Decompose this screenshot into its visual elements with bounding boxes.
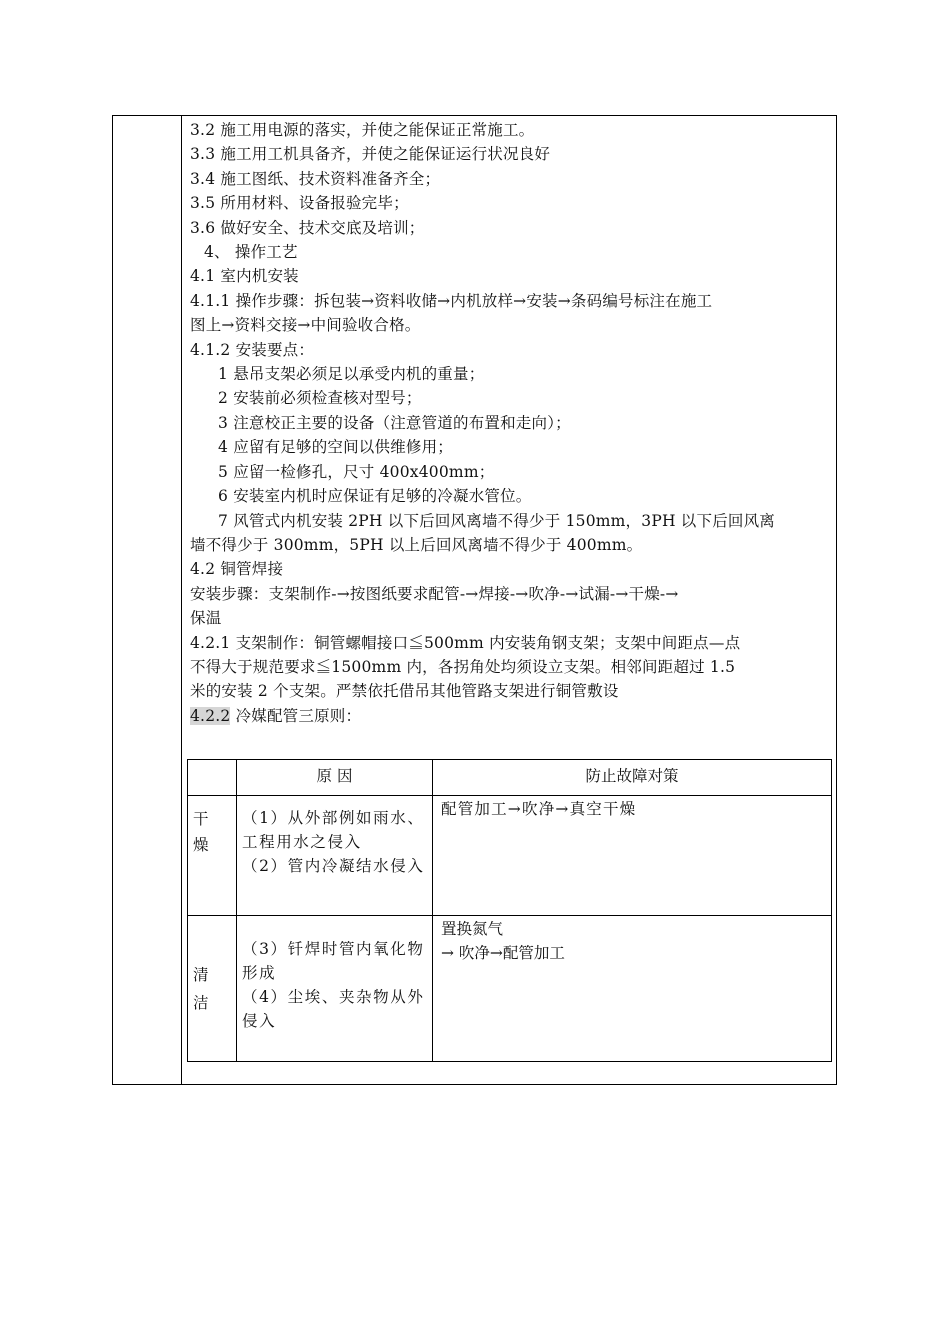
- measure-cell: [441, 917, 565, 965]
- measure-cell: 配管加工→吹净→真空干燥: [441, 800, 637, 818]
- text-line: 3.5 所用材料、设备报验完毕；: [190, 194, 409, 213]
- text-line: 安装步骤：支架制作-→按图纸要求配管-→焊接-→吹净-→试漏-→干燥-→: [190, 584, 679, 603]
- text-line: 图上→资料交接→中间验收合格。: [190, 316, 421, 335]
- section-heading: 4.1 室内机安装: [190, 267, 299, 286]
- category-cell: 清洁: [193, 966, 209, 1012]
- refrigerant-principles-table: [187, 759, 832, 1062]
- table-divider: [188, 915, 831, 916]
- list-item: 1 悬吊支架必须足以承受内机的重量；: [218, 365, 485, 384]
- list-item: 5 应留一检修孔，尺寸 400x400mm；: [218, 462, 495, 481]
- measure-item: → 吹净→配管加工: [441, 944, 565, 962]
- reason-item: （2）管内冷凝结水侵入: [242, 857, 425, 875]
- highlighted-number: 4.2.2: [190, 706, 231, 725]
- document-frame: [112, 115, 837, 1085]
- text-line: 3.3 施工用工机具备齐，并使之能保证运行状况良好: [190, 145, 551, 164]
- list-item: 6 安装室内机时应保证有足够的冷凝水管位。: [218, 487, 532, 506]
- measure-item: 置换氮气: [441, 920, 504, 938]
- text-line: 墙不得少于 300mm，5PH 以上后回风离墙不得少于 400mm。: [190, 535, 643, 554]
- document-body: [190, 118, 835, 728]
- reason-cell: [242, 806, 438, 878]
- reason-item: （3）钎焊时管内氧化物形成: [242, 940, 425, 982]
- text-line: 保温: [190, 609, 222, 628]
- text-line: 4.1.2 安装要点：: [190, 340, 315, 359]
- list-item: 7 风管式内机安装 2PH 以下后回风离墙不得少于 150mm，3PH 以下后回风离: [218, 511, 775, 530]
- reason-cell: [242, 937, 438, 1033]
- header-measure: 防止故障对策: [585, 767, 679, 785]
- section-heading: [190, 704, 835, 728]
- text-line: 3.2 施工用电源的落实，并使之能保证正常施工。: [190, 121, 535, 139]
- text-line: 不得大于规范要求≦1500mm 内，各拐角处均须设立支架。相邻间距超过 1.5: [190, 657, 736, 676]
- reason-item: （4）尘埃、夹杂物从外侵入: [242, 988, 425, 1030]
- text-line: 3.4 施工图纸、技术资料准备齐全；: [190, 169, 441, 188]
- list-item: 4 应留有足够的空间以供维修用；: [218, 438, 453, 457]
- section-heading: 4.2 铜管焊接: [190, 560, 284, 579]
- text-line: 4.1.1 操作步骤：拆包装→资料收储→内机放样→安装→条码编号标注在施工: [190, 291, 713, 310]
- table-divider: [188, 795, 831, 796]
- section-heading: 4、 操作工艺: [204, 243, 298, 262]
- heading-text: 冷媒配管三原则：: [230, 706, 362, 725]
- text-line: 4.2.1 支架制作：铜管螺帽接口≦500mm 内安装角钢支架；支架中间距点—点: [190, 633, 741, 652]
- list-item: 2 安装前必须检查核对型号；: [218, 389, 422, 408]
- text-line: 3.6 做好安全、技术交底及培训；: [190, 218, 425, 237]
- list-item: 3 注意校正主要的设备（注意管道的布置和走向）；: [218, 413, 571, 432]
- table-divider: [236, 760, 237, 1061]
- reason-item: （1）从外部例如雨水、工程用水之侵入: [242, 809, 425, 851]
- header-reason: 原 因: [316, 767, 353, 785]
- left-column-divider: [181, 116, 182, 1084]
- category-cell: 干燥: [193, 810, 209, 854]
- text-line: 米的安装 2 个支架。严禁依托借吊其他管路支架进行铜管敷设: [190, 682, 619, 701]
